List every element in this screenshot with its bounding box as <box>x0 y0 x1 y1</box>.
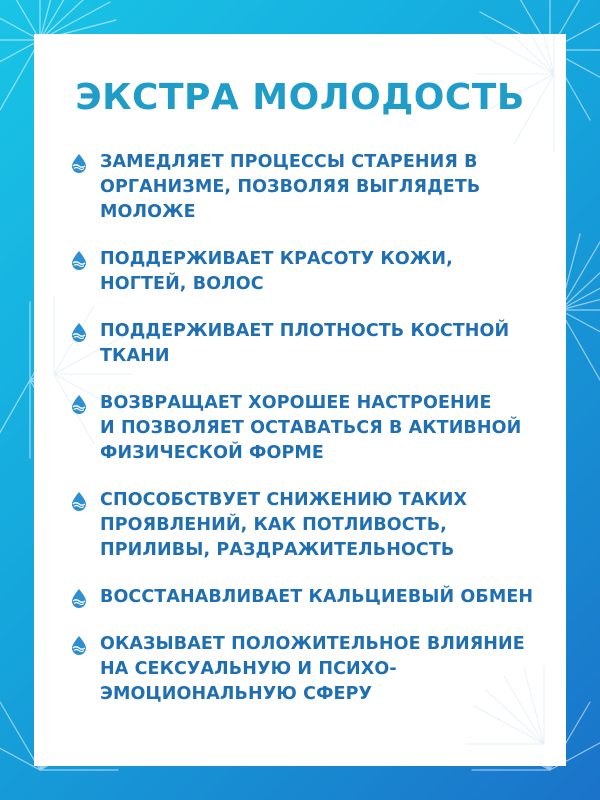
list-item-line: ПРИЛИВЫ, РАЗДРАЖИТЕЛЬНОСТЬ <box>100 540 455 560</box>
list-item-line: НА СЕКСУАЛЬНУЮ И ПСИХО- <box>100 659 397 679</box>
water-drop-icon <box>70 250 88 270</box>
list-item-line: СПОСОБСТВУЕТ СНИЖЕНИЮ ТАКИХ <box>100 490 468 510</box>
list-item-line: МОЛОЖЕ <box>100 202 196 222</box>
water-drop-icon <box>70 153 88 173</box>
list-item-line: ТКАНИ <box>100 346 170 366</box>
page-title: ЭКСТРА МОЛОДОСТЬ <box>75 77 525 118</box>
water-drop-icon <box>70 635 88 655</box>
list-item-line: ОРГАНИЗМЕ, ПОЗВОЛЯЯ ВЫГЛЯДЕТЬ <box>100 177 481 197</box>
list-item-line: И ПОЗВОЛЯЕТ ОСТАВАТЬСЯ В АКТИВНОЙ <box>100 418 522 438</box>
water-drop-icon <box>70 322 88 342</box>
list-item-line: ВОЗВРАЩАЕТ ХОРОШЕЕ НАСТРОЕНИЕ <box>100 393 492 413</box>
water-drop-icon <box>70 491 88 511</box>
content-card <box>34 34 566 766</box>
water-drop-icon <box>70 394 88 414</box>
water-drop-icon <box>70 588 88 608</box>
list-item <box>68 632 538 707</box>
list-item-line: ЗАМЕДЛЯЕТ ПРОЦЕССЫ СТАРЕНИЯ В <box>100 152 478 172</box>
list-item <box>68 488 538 563</box>
list-item-line: ФИЗИЧЕСКОЙ ФОРМЕ <box>100 443 324 463</box>
list-item-line: ВОССТАНАВЛИВАЕТ КАЛЬЦИЕВЫЙ ОБМЕН <box>100 587 534 607</box>
list-item <box>68 150 538 225</box>
list-item <box>68 247 538 297</box>
benefits-list <box>68 150 538 729</box>
list-item-line: ОКАЗЫВАЕТ ПОЛОЖИТЕЛЬНОЕ ВЛИЯНИЕ <box>100 634 525 654</box>
list-item-line: ЭМОЦИОНАЛЬНУЮ СФЕРУ <box>100 684 373 704</box>
list-item-line: НОГТЕЙ, ВОЛОС <box>100 274 264 294</box>
list-item <box>68 319 538 369</box>
list-item-line: ПОДДЕРЖИВАЕТ КРАСОТУ КОЖИ, <box>100 249 453 269</box>
list-item <box>68 391 538 466</box>
list-item <box>68 585 538 610</box>
list-item-line: ПРОЯВЛЕНИЙ, КАК ПОТЛИВОСТЬ, <box>100 515 447 535</box>
list-item-line: ПОДДЕРЖИВАЕТ ПЛОТНОСТЬ КОСТНОЙ <box>100 321 510 341</box>
